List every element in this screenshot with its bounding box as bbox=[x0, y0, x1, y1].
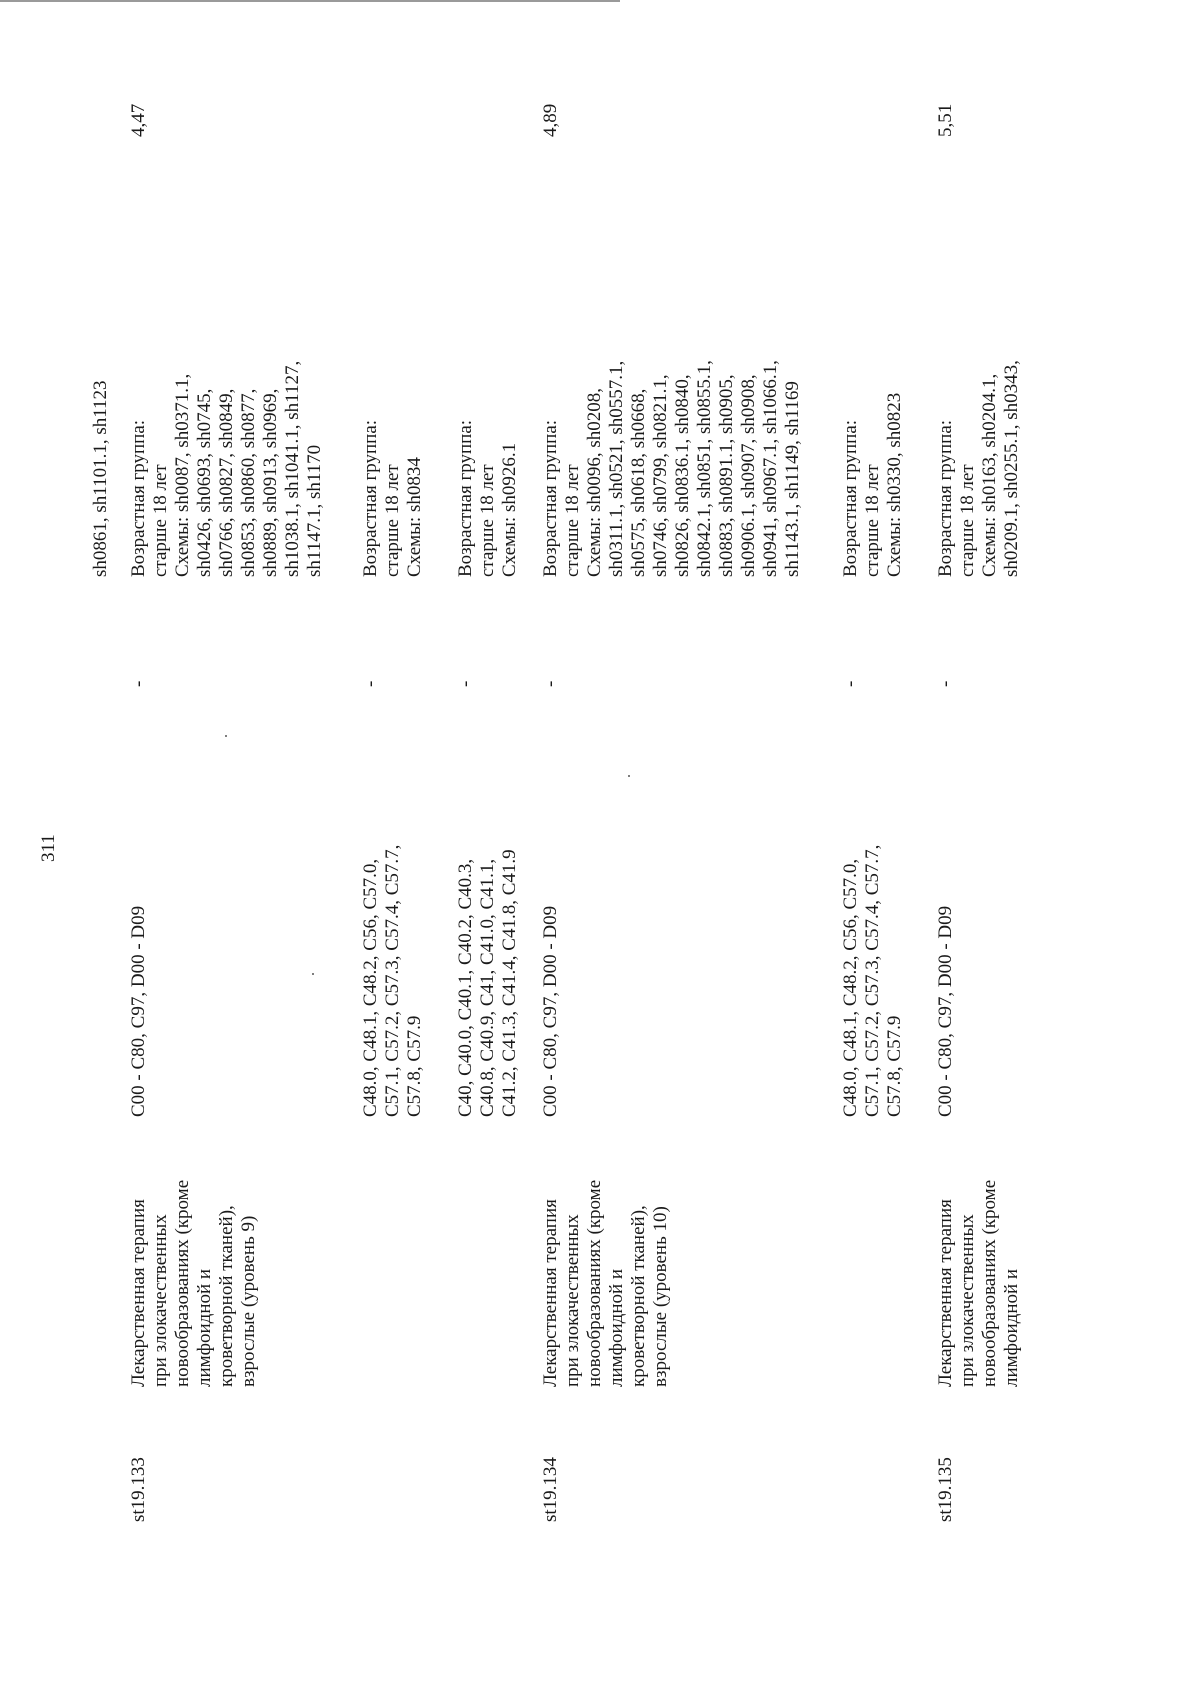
scan-speck bbox=[225, 735, 227, 737]
row-diagnosis: C00 - C80, C97, D00 - D09 bbox=[128, 905, 149, 1117]
row-dash: - bbox=[540, 680, 561, 687]
row-diagnosis: C48.0, C48.1, C48.2, C56, C57.0, C57.1, C57.2, C57.3, C57.4, C57.7, C57.8, C57.9 bbox=[360, 844, 425, 1117]
scan-speck bbox=[628, 775, 630, 777]
scan-speck bbox=[312, 973, 314, 975]
row-diagnosis: C00 - C80, C97, D00 - D09 bbox=[540, 905, 561, 1117]
row-name: Лекарственная терапия при злокачественных новообразованиях (кроме лимфоидной и bbox=[935, 1179, 1022, 1387]
criteria-continuation: sh0861, sh1101.1, sh1123 bbox=[90, 380, 111, 577]
row-diagnosis: C48.0, C48.1, C48.2, C56, C57.0, C57.1, C57.2, C57.3, C57.4, C57.7, C57.8, C57.9 bbox=[840, 844, 905, 1117]
row-diagnosis: C00 - C80, C97, D00 - D09 bbox=[935, 905, 956, 1117]
row-dash: - bbox=[840, 680, 861, 687]
row-name: Лекарственная терапия при злокачественных новообразованиях (кроме лимфоидной и кроветворной тканей), взрослые (уровень 9) bbox=[128, 1179, 259, 1387]
row-dash: - bbox=[455, 680, 476, 687]
row-dash: - bbox=[128, 680, 149, 687]
row-name: Лекарственная терапия при злокачественных новообразованиях (кроме лимфоидной и кроветворной тканей), взрослые (уровень 10) bbox=[540, 1179, 671, 1387]
row-criteria: Возрастная группа: старше 18 лет Схемы: sh0330, sh0823 bbox=[840, 392, 905, 577]
row-criteria: Возрастная группа: старше 18 лет Схемы: sh0926.1 bbox=[455, 419, 520, 577]
row-coefficient: 4,47 bbox=[128, 103, 149, 137]
row-criteria: Возрастная группа: старше 18 лет Схемы: sh0096, sh0208, sh0311.1, sh0521, sh0557.1, sh0575, sh0618, sh0668, sh0746, sh0799, sh0821.1, sh0826, sh0836.1, sh0840, sh0842.1, sh0851, sh0855.1, sh0883, sh0891.1, sh0905, sh0906.1, sh0907, sh0908, sh0941, sh0967.1, sh1066.1, sh1143.1, sh1149, sh1169 bbox=[540, 360, 803, 577]
row-code: st19.134 bbox=[540, 1457, 561, 1522]
row-criteria: Возрастная группа: старше 18 лет Схемы: sh0087, sh0371.1, sh0426, sh0693, sh0745, sh0766, sh0827, sh0849, sh0853, sh0860, sh0877, sh0889, sh0913, sh0969, sh1038.1, sh1041.1, sh1127, sh1147.1, sh1170 bbox=[128, 360, 325, 577]
row-dash: - bbox=[360, 680, 381, 687]
row-code: st19.135 bbox=[935, 1457, 956, 1522]
row-coefficient: 4,89 bbox=[540, 103, 561, 137]
row-dash: - bbox=[935, 680, 956, 687]
row-code: st19.133 bbox=[128, 1457, 149, 1522]
page-number: 311 bbox=[38, 834, 59, 862]
row-criteria: Возрастная группа: старше 18 лет Схемы: sh0163, sh0204.1, sh0209.1, sh0255.1, sh0343, bbox=[935, 360, 1022, 577]
row-coefficient: 5,51 bbox=[935, 103, 956, 137]
row-criteria: Возрастная группа: старше 18 лет Схемы: sh0834 bbox=[360, 419, 425, 577]
row-diagnosis: C40, C40.0, C40.1, C40.2, C40.3, C40.8, C40.9, C41, C41.0, C41.1, C41.2, C41.3, C41.4, C41.8, C41.9 bbox=[455, 849, 520, 1117]
